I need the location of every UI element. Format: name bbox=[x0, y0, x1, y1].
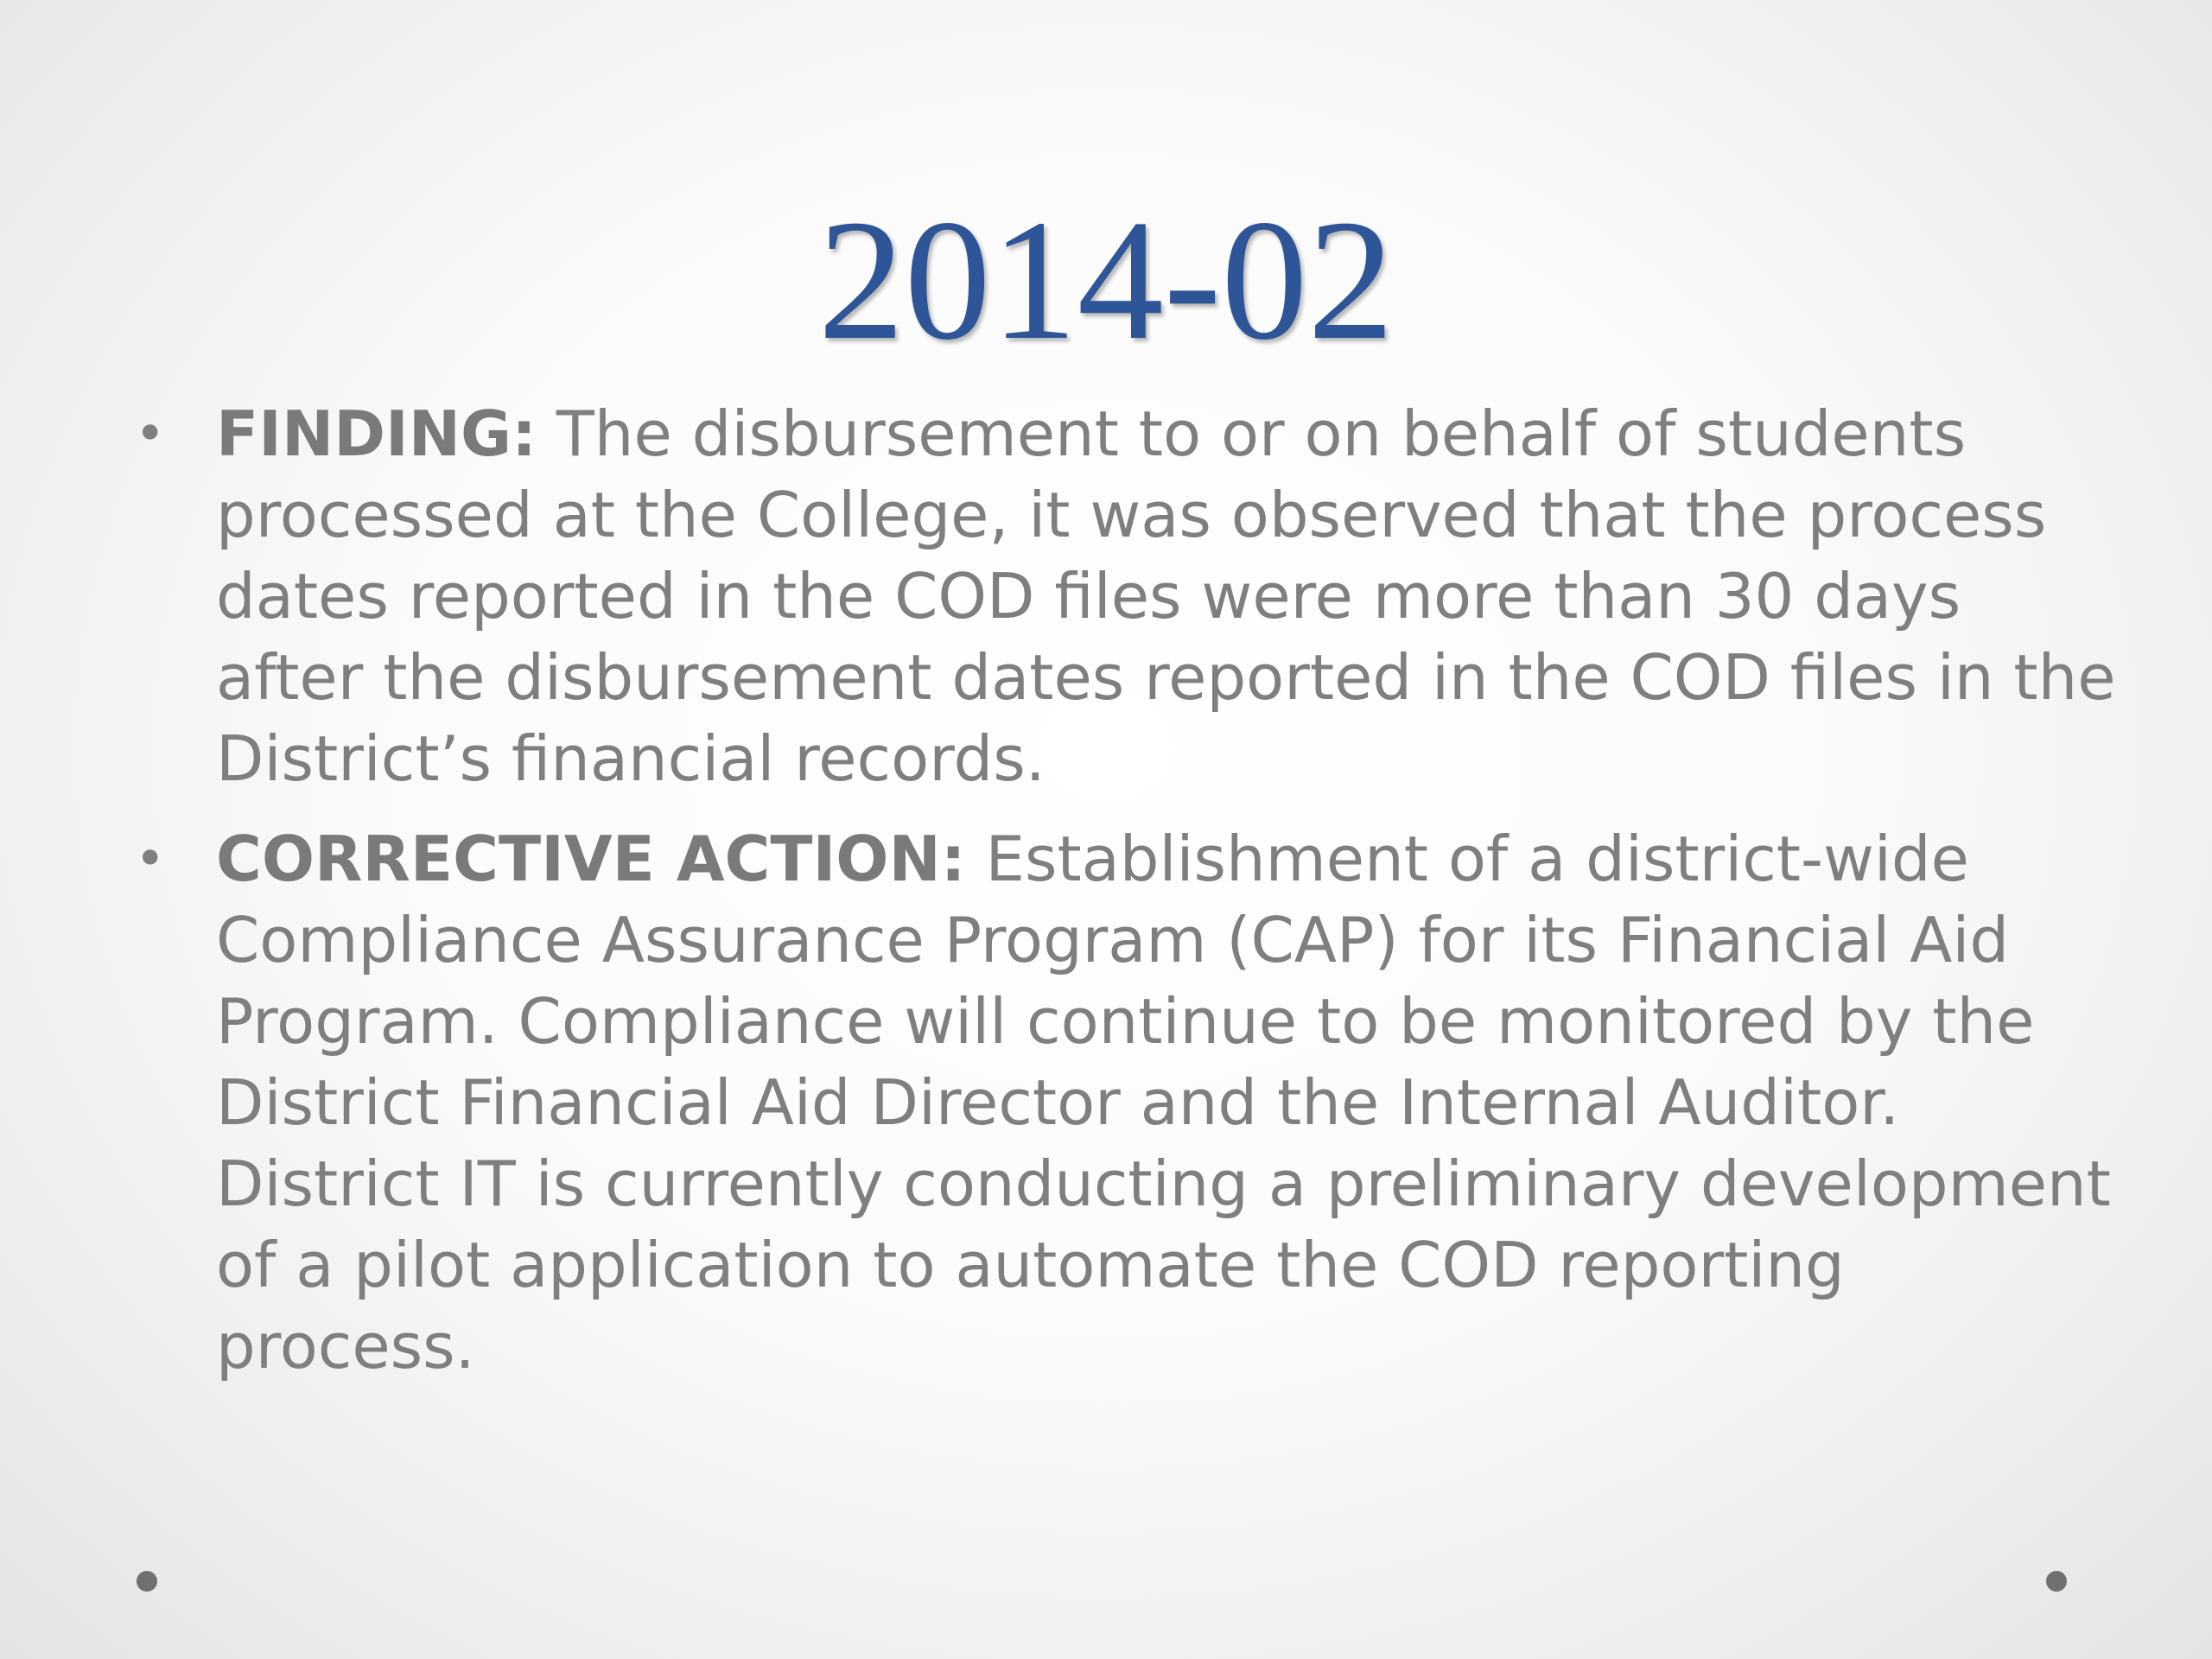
finding-label: FINDING: bbox=[216, 397, 537, 470]
slide-title: 2014-02 bbox=[817, 185, 1395, 376]
corrective-action-text: Establishment of a district-wide Compliance Assurance Program (CAP) for its Financial Aid Program. Compliance will continue to be monitored by the District Financial Aid Director and the Internal Auditor. District IT is currently conducting a preliminary development of a pilot application to automate the COD reporting process. bbox=[216, 823, 2111, 1382]
bullet-corrective-action bbox=[130, 818, 2117, 1387]
corner-dot-icon-right bbox=[2046, 1571, 2067, 1592]
corrective-action-label: CORRECTIVE ACTION: bbox=[216, 823, 966, 895]
bullet-finding bbox=[130, 393, 2117, 799]
bullet-dot-icon: • bbox=[135, 404, 166, 464]
bullet-dot-icon: • bbox=[135, 829, 166, 889]
corner-dot-icon-left bbox=[137, 1571, 157, 1592]
bullet-list bbox=[130, 393, 2117, 1406]
finding-text: The disbursement to or on behalf of students processed at the College, it was observed that the process dates reported in the COD files were more than 30 days after the disbursement dates reported in the COD files in the District’s financial records. bbox=[216, 397, 2116, 795]
